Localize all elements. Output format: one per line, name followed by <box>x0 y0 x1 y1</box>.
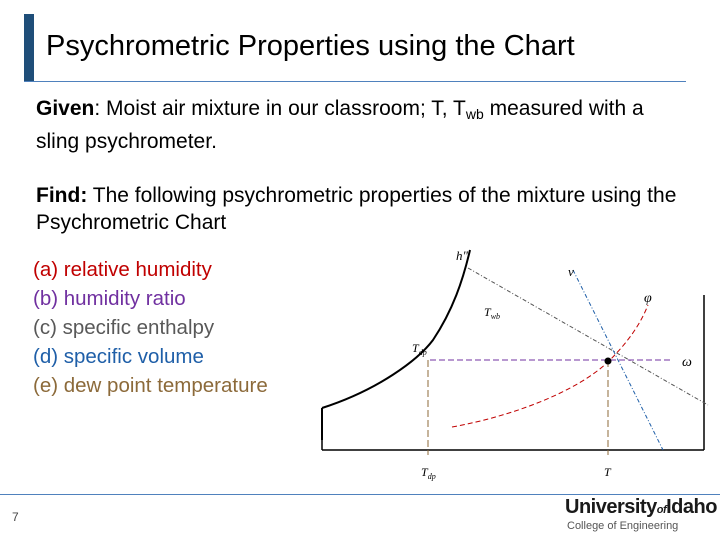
given-label: Given <box>36 97 95 120</box>
given-text-end: measured with a sling psychrometer. <box>36 97 644 153</box>
given-subscript: wb <box>465 106 484 122</box>
footer-divider <box>0 494 720 495</box>
title-divider <box>24 81 686 82</box>
title-accent-bar <box>24 14 34 82</box>
saturation-curve <box>322 250 470 440</box>
property-item: (e) dew point temperature <box>33 374 268 397</box>
label-tdp: $T_{dp}$ <box>412 341 427 357</box>
given-paragraph <box>36 95 686 155</box>
label-t-axis: T <box>604 465 611 479</box>
page-number: 7 <box>12 510 19 524</box>
label-twb: $T_{wb}$ <box>484 305 501 321</box>
label-v: v <box>568 264 574 279</box>
find-paragraph <box>36 182 686 236</box>
property-list <box>33 255 268 400</box>
university-logo: UniversityofIdaho <box>565 496 717 518</box>
label-tdp-axis: $T_{dp}$ <box>421 465 436 481</box>
find-label: Find: <box>36 184 88 207</box>
property-item: (c) specific enthalpy <box>33 316 215 339</box>
property-item: (b) humidity ratio <box>33 287 186 310</box>
state-point <box>605 358 612 365</box>
find-text: The following psychrometric properties of the mixture using the Psychrometric Chart <box>36 184 677 234</box>
given-text: : Moist air mixture in our classroom; T, T <box>94 97 466 120</box>
slide-title: Psychrometric Properties using the Chart <box>46 30 575 62</box>
relative-humidity-curve <box>452 305 648 427</box>
property-item: (d) specific volume <box>33 345 204 368</box>
wet-bulb-line <box>468 268 708 405</box>
property-item: (a) relative humidity <box>33 258 212 281</box>
college-name: College of Engineering <box>567 520 679 532</box>
psychrometric-chart-sketch <box>318 240 718 490</box>
label-phi: φ <box>644 291 652 306</box>
label-h-star: h" <box>456 248 468 263</box>
label-omega: ω <box>682 355 692 370</box>
